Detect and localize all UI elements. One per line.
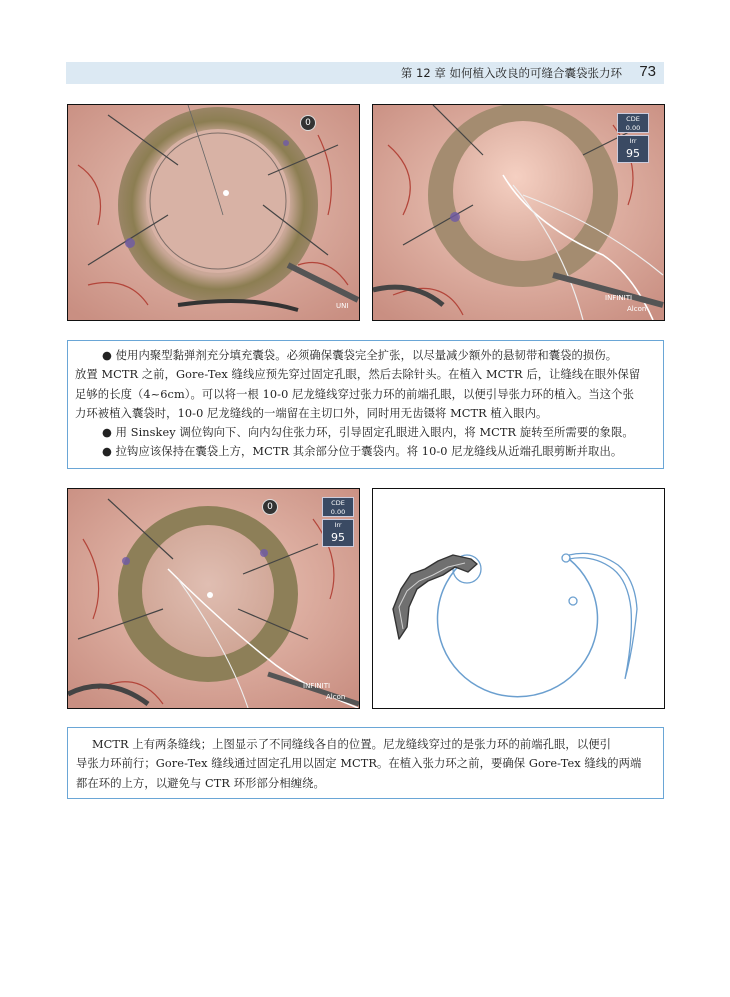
brand-logo-text: Alcon bbox=[326, 693, 346, 701]
watermark-text: INFINITI bbox=[605, 294, 633, 302]
surgical-photo-top-right bbox=[372, 104, 665, 321]
zero-badge: 0 bbox=[300, 115, 316, 131]
instruction-bullet-3: ● 拉钩应该保持在囊袋上方，MCTR 其余部分位于囊袋内。将 10-0 尼龙缝线从近端孔眼剪断并取出。 bbox=[102, 445, 623, 459]
instruction-bullet-2: ● 用 Sinskey 调位钩向下、向内勾住张力环，引导固定孔眼进入眼内，将 MCTR 旋转至所需要的象限。 bbox=[102, 426, 634, 440]
zero-badge: 0 bbox=[262, 499, 278, 515]
page-number: 73 bbox=[639, 63, 656, 80]
fixation-eyelet bbox=[562, 554, 570, 562]
brand-logo-text: Alcon bbox=[627, 305, 647, 313]
irr-readout: Irr 95 bbox=[322, 519, 354, 547]
cde-readout: CDE 0.00 bbox=[322, 497, 354, 517]
instruction-bullet-1-cont: 足够的长度（4~6cm）。可以将一根 10-0 尼龙缝线穿过张力环的前端孔眼，以便引导张力环的植入。当这个张 bbox=[75, 387, 634, 401]
watermark-text: UNI bbox=[336, 302, 349, 310]
caption-box bbox=[67, 727, 664, 799]
ring-eyelet bbox=[569, 597, 577, 605]
running-header bbox=[66, 62, 664, 84]
capsular-ring bbox=[438, 559, 598, 697]
surgical-photo-bottom-left bbox=[67, 488, 360, 709]
gore-tex-suture bbox=[569, 553, 637, 679]
caption-line: MCTR 上有两条缝线；上图显示了不同缝线各自的位置。尼龙缝线穿过的是张力环的前端孔眼，以便引 bbox=[92, 738, 612, 751]
caption-line: 导张力环前行；Gore-Tex 缝线通过固定孔用以固定 MCTR。在植入张力环之前，要确保 Gore-Tex 缝线的两端 bbox=[76, 757, 642, 771]
mctr-suture-diagram bbox=[372, 488, 665, 709]
instruction-bullet-1-cont: 放置 MCTR 之前，Gore-Tex 缝线应预先穿过固定孔眼，然后去除针头。在植入 MCTR 后，让缝线在眼外保留 bbox=[75, 368, 641, 382]
cde-readout: CDE 0.00 bbox=[617, 113, 649, 133]
instruction-box bbox=[67, 340, 664, 469]
instruction-bullet-1: ● 使用内聚型黏弹剂充分填充囊袋。必须确保囊袋完全扩张，以尽量减少额外的悬韧带和囊袋的损伤。 bbox=[102, 349, 618, 362]
watermark-text: INFINITI bbox=[303, 682, 331, 690]
chapter-title: 第 12 章 如何植入改良的可缝合囊袋张力环 bbox=[400, 66, 622, 80]
caption-line: 都在环的上方，以避免与 CTR 环形部分相缠绕。 bbox=[76, 776, 325, 790]
surgical-photo-top-left bbox=[67, 104, 360, 321]
instruction-bullet-1-cont: 力环被植入囊袋时，10-0 尼龙缝线的一端留在主切口外，同时用无齿镊将 MCTR 植入眼内。 bbox=[75, 406, 548, 420]
irr-readout: Irr 95 bbox=[617, 135, 649, 163]
nylon-suture bbox=[393, 555, 477, 639]
